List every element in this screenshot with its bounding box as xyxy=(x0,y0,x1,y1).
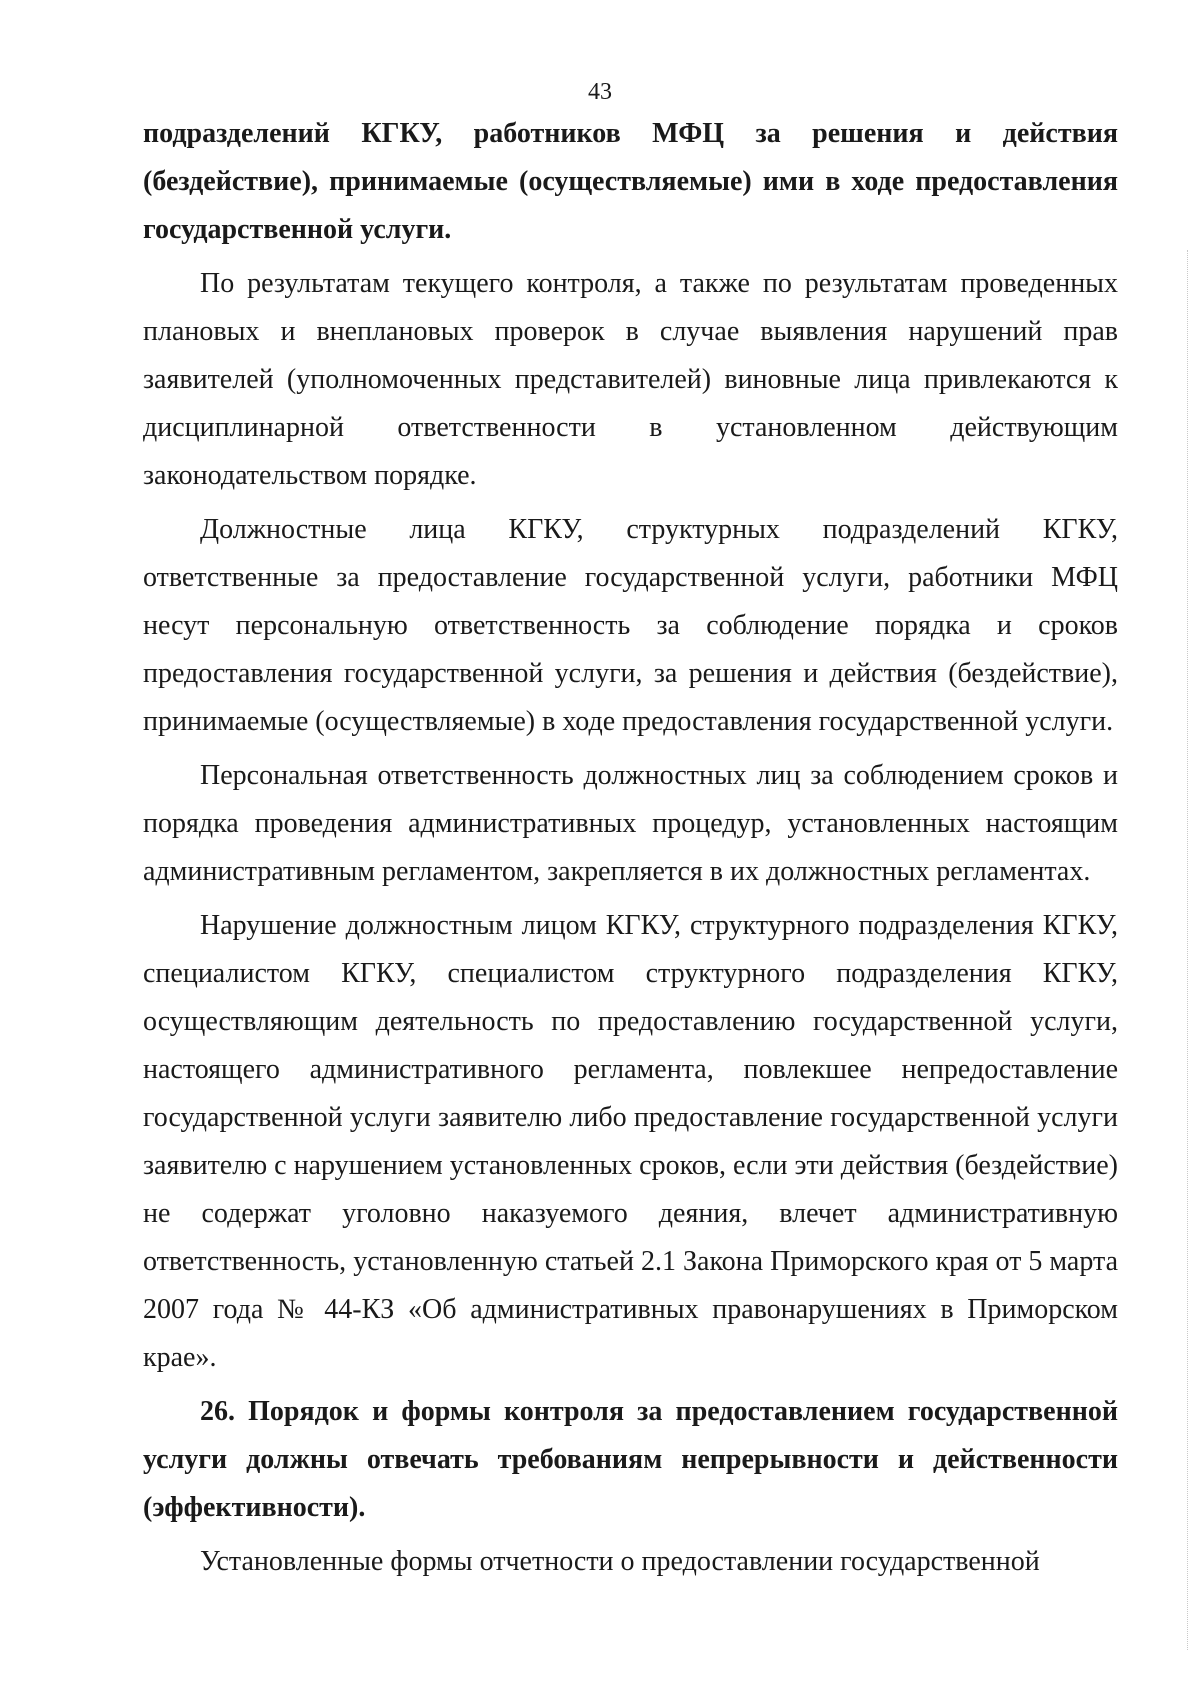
paragraph-disciplinary-responsibility: По результатам текущего контроля, а также по результатам проведенных плановых и внеплановых проверок в случае выявления нарушений прав заявителей (уполномоченных представителей) виновные лица привлекаются к дисциплинарной ответственности в установленном действующим законодательством порядке. xyxy=(143,268,1118,491)
section-26-heading: 26. Порядок и формы контроля за предоставлением государственной услуги должны отвечать требованиям непрерывности и действенности (эффективности). xyxy=(143,1396,1118,1523)
paragraph-administrative-liability: Нарушение должностным лицом КГКУ, структурного подразделения КГКУ, специалистом КГКУ, специалистом структурного подразделения КГКУ, осуществляющим деятельность по предоставлению государственной услуги, настоящего административного регламента, повлекшее непредоставление государственной услуги заявителю либо предоставление государственной услуги заявителю с нарушением установленных сроков, если эти действия (бездействие) не содержат уголовно наказуемого деяния, влечет административную ответственность, установленную статьей 2.1 Закона Приморского края от 5 марта 2007 года № 44-КЗ «Об административных правонарушениях в Приморском крае». xyxy=(143,910,1118,1373)
scan-margin-line xyxy=(1187,250,1188,1650)
document-body xyxy=(143,110,1118,1586)
page-number: 43 xyxy=(588,79,612,105)
paragraph-job-regulations: Персональная ответственность должностных лиц за соблюдением сроков и порядка проведения административных процедур, установленных настоящим административным регламентом, закрепляется в их должностных регламентах. xyxy=(143,760,1118,887)
paragraph-reporting-forms: Установленные формы отчетности о предоставлении государственной xyxy=(200,1546,1040,1577)
paragraph-section-heading-continuation: подразделений КГКУ, работников МФЦ за решения и действия (бездействие), принимаемые (осуществляемые) ими в ходе предоставления государственной услуги. xyxy=(143,118,1118,245)
paragraph-personal-responsibility: Должностные лица КГКУ, структурных подразделений КГКУ, ответственные за предоставление государственной услуги, работники МФЦ несут персональную ответственность за соблюдение порядка и сроков предоставления государственной услуги, за решения и действия (бездействие), принимаемые (осуществляемые) в ходе предоставления государственной услуги. xyxy=(143,514,1118,737)
